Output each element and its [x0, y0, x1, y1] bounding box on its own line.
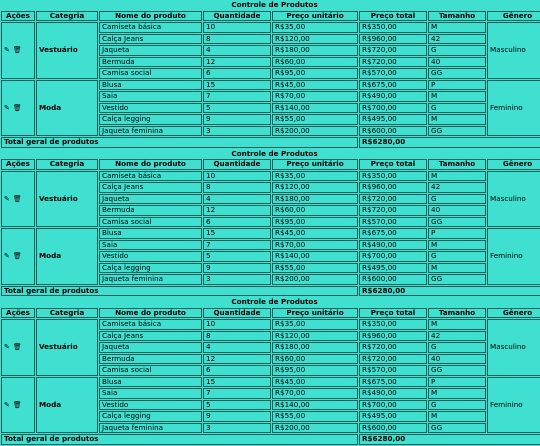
quantity-cell: 9	[203, 411, 271, 422]
total-price-cell: R$490,00	[359, 240, 427, 251]
size-cell: G	[428, 342, 486, 353]
quantity-cell: 8	[203, 182, 271, 193]
size-cell: M	[428, 388, 486, 399]
total-price-cell: R$960,00	[359, 331, 427, 342]
total-value: R$6280,00	[359, 137, 540, 148]
unit-price-cell: R$70,00	[272, 240, 358, 251]
gender-cell: Masculino	[487, 319, 540, 376]
product-name-cell: Jaqueta	[99, 45, 202, 56]
header-row	[1, 159, 540, 170]
total-price-cell: R$350,00	[359, 171, 427, 182]
table-caption: Controle de Produtos	[231, 149, 318, 158]
quantity-cell: 15	[203, 80, 271, 91]
column-header: Ações	[1, 11, 35, 22]
column-header: Preço unitário	[272, 159, 358, 170]
total-price-cell: R$490,00	[359, 388, 427, 399]
unit-price-cell: R$45,00	[272, 80, 358, 91]
column-header: Quantidade	[203, 159, 271, 170]
trash-icon[interactable]: 🗑	[12, 343, 22, 351]
gender-cell: Masculino	[487, 171, 540, 228]
column-header: Quantidade	[203, 308, 271, 319]
column-header: Preço total	[359, 11, 427, 22]
column-header: Gênero	[487, 11, 540, 22]
unit-price-cell: R$45,00	[272, 377, 358, 388]
product-name-cell: Bermuda	[99, 354, 202, 365]
size-cell: M	[428, 114, 486, 125]
unit-price-cell: R$70,00	[272, 388, 358, 399]
total-price-cell: R$600,00	[359, 274, 427, 285]
size-cell: G	[428, 251, 486, 262]
product-name-cell: Camisa social	[99, 217, 202, 228]
product-name-cell: Jaqueta	[99, 194, 202, 205]
total-label: Total geral de produtos	[1, 434, 358, 445]
trash-icon[interactable]: 🗑	[12, 400, 22, 409]
actions-cell	[1, 171, 35, 228]
actions-cell	[1, 319, 35, 376]
unit-price-cell: R$200,00	[272, 423, 358, 434]
total-price-cell: R$960,00	[359, 34, 427, 45]
total-price-cell: R$495,00	[359, 263, 427, 274]
unit-price-cell: R$95,00	[272, 217, 358, 228]
quantity-cell: 5	[203, 400, 271, 411]
total-price-cell: R$490,00	[359, 91, 427, 102]
unit-price-cell: R$200,00	[272, 274, 358, 285]
table-row	[1, 22, 540, 33]
quantity-cell: 15	[203, 228, 271, 239]
table-row	[1, 319, 540, 330]
size-cell: 42	[428, 34, 486, 45]
quantity-cell: 9	[203, 114, 271, 125]
quantity-cell: 4	[203, 342, 271, 353]
quantity-cell: 5	[203, 103, 271, 114]
pencil-icon[interactable]: ✎	[4, 343, 10, 351]
product-name-cell: Vestido	[99, 251, 202, 262]
table-caption: Controle de Produtos	[231, 298, 318, 306]
products-table	[0, 149, 540, 298]
product-name-cell: Vestido	[99, 103, 202, 114]
column-header: Gênero	[487, 159, 540, 170]
column-header: Tamanho	[428, 11, 486, 22]
product-name-cell: Jaqueta feminina	[99, 274, 202, 285]
column-header: Tamanho	[428, 159, 486, 170]
unit-price-cell: R$140,00	[272, 400, 358, 411]
pencil-icon[interactable]: ✎	[4, 194, 10, 203]
unit-price-cell: R$35,00	[272, 319, 358, 330]
column-header: Categria	[36, 11, 98, 22]
total-price-cell: R$675,00	[359, 228, 427, 239]
products-table	[0, 0, 540, 149]
trash-icon[interactable]: 🗑	[12, 252, 22, 260]
product-name-cell: Jaqueta	[99, 342, 202, 353]
gender-cell: Feminino	[487, 80, 540, 137]
size-cell: GG	[428, 365, 486, 376]
table-caption: Controle de Produtos	[231, 1, 318, 9]
total-price-cell: R$720,00	[359, 354, 427, 365]
size-cell: G	[428, 400, 486, 411]
column-header: Categria	[36, 159, 98, 170]
quantity-cell: 4	[203, 194, 271, 205]
quantity-cell: 7	[203, 240, 271, 251]
actions-cell	[1, 80, 35, 137]
total-price-cell: R$570,00	[359, 68, 427, 79]
category-cell: Vestuário	[36, 22, 98, 79]
product-name-cell: Saia	[99, 388, 202, 399]
unit-price-cell: R$55,00	[272, 263, 358, 274]
unit-price-cell: R$180,00	[272, 45, 358, 56]
table-row	[1, 228, 540, 239]
size-cell: G	[428, 45, 486, 56]
unit-price-cell: R$120,00	[272, 331, 358, 342]
product-name-cell: Bermuda	[99, 205, 202, 216]
total-price-cell: R$350,00	[359, 22, 427, 33]
total-price-cell: R$570,00	[359, 217, 427, 228]
total-row	[1, 137, 540, 148]
size-cell: G	[428, 103, 486, 114]
total-price-cell: R$960,00	[359, 182, 427, 193]
total-price-cell: R$495,00	[359, 114, 427, 125]
product-name-cell: Camiseta básica	[99, 22, 202, 33]
category-cell: Vestuário	[36, 319, 98, 376]
total-price-cell: R$700,00	[359, 400, 427, 411]
total-price-cell: R$495,00	[359, 411, 427, 422]
quantity-cell: 8	[203, 34, 271, 45]
size-cell: M	[428, 319, 486, 330]
quantity-cell: 10	[203, 319, 271, 330]
quantity-cell: 15	[203, 377, 271, 388]
total-value: R$6280,00	[359, 434, 540, 445]
unit-price-cell: R$180,00	[272, 342, 358, 353]
product-name-cell: Camiseta básica	[99, 319, 202, 330]
size-cell: M	[428, 411, 486, 422]
unit-price-cell: R$180,00	[272, 194, 358, 205]
total-price-cell: R$350,00	[359, 319, 427, 330]
column-header: Ações	[1, 308, 35, 319]
quantity-cell: 5	[203, 251, 271, 262]
quantity-cell: 3	[203, 423, 271, 434]
unit-price-cell: R$95,00	[272, 365, 358, 376]
product-name-cell: Blusa	[99, 228, 202, 239]
total-price-cell: R$600,00	[359, 423, 427, 434]
size-cell: GG	[428, 68, 486, 79]
size-cell: 40	[428, 354, 486, 365]
product-name-cell: Calça Jeans	[99, 34, 202, 45]
product-name-cell: Calça legging	[99, 263, 202, 274]
header-row	[1, 308, 540, 319]
quantity-cell: 3	[203, 274, 271, 285]
column-header: Preço total	[359, 159, 427, 170]
quantity-cell: 6	[203, 68, 271, 79]
total-price-cell: R$600,00	[359, 126, 427, 137]
pencil-icon[interactable]: ✎	[4, 400, 10, 409]
gender-cell: Masculino	[487, 22, 540, 79]
size-cell: M	[428, 263, 486, 274]
total-value: R$6280,00	[359, 286, 540, 297]
pencil-icon[interactable]: ✎	[4, 252, 10, 260]
unit-price-cell: R$55,00	[272, 114, 358, 125]
product-name-cell: Bermuda	[99, 57, 202, 68]
total-price-cell: R$720,00	[359, 194, 427, 205]
size-cell: GG	[428, 126, 486, 137]
quantity-cell: 6	[203, 365, 271, 376]
actions-cell	[1, 22, 35, 79]
product-name-cell: Blusa	[99, 377, 202, 388]
unit-price-cell: R$45,00	[272, 228, 358, 239]
table-row	[1, 377, 540, 388]
size-cell: P	[428, 377, 486, 388]
quantity-cell: 12	[203, 354, 271, 365]
product-name-cell: Camisa social	[99, 68, 202, 79]
product-name-cell: Calça Jeans	[99, 331, 202, 342]
unit-price-cell: R$60,00	[272, 57, 358, 68]
total-price-cell: R$720,00	[359, 205, 427, 216]
category-cell: Moda	[36, 377, 98, 434]
size-cell: GG	[428, 217, 486, 228]
unit-price-cell: R$140,00	[272, 251, 358, 262]
category-cell: Moda	[36, 80, 98, 137]
product-name-cell: Jaqueta feminina	[99, 126, 202, 137]
category-cell: Vestuário	[36, 171, 98, 228]
column-header: Nome do produto	[99, 308, 202, 319]
product-name-cell: Vestido	[99, 400, 202, 411]
total-price-cell: R$720,00	[359, 342, 427, 353]
product-name-cell: Jaqueta feminina	[99, 423, 202, 434]
size-cell: 40	[428, 205, 486, 216]
column-header: Quantidade	[203, 11, 271, 22]
product-name-cell: Saia	[99, 240, 202, 251]
unit-price-cell: R$35,00	[272, 22, 358, 33]
unit-price-cell: R$35,00	[272, 171, 358, 182]
total-price-cell: R$720,00	[359, 57, 427, 68]
column-header: Preço unitário	[272, 11, 358, 22]
total-price-cell: R$700,00	[359, 251, 427, 262]
total-price-cell: R$720,00	[359, 45, 427, 56]
unit-price-cell: R$55,00	[272, 411, 358, 422]
product-name-cell: Calça legging	[99, 411, 202, 422]
size-cell: GG	[428, 423, 486, 434]
size-cell: M	[428, 240, 486, 251]
unit-price-cell: R$140,00	[272, 103, 358, 114]
column-header: Preço unitário	[272, 308, 358, 319]
product-name-cell: Calça Jeans	[99, 182, 202, 193]
size-cell: 40	[428, 57, 486, 68]
total-price-cell: R$700,00	[359, 103, 427, 114]
total-price-cell: R$675,00	[359, 377, 427, 388]
unit-price-cell: R$120,00	[272, 182, 358, 193]
unit-price-cell: R$200,00	[272, 126, 358, 137]
size-cell: M	[428, 22, 486, 33]
quantity-cell: 8	[203, 331, 271, 342]
quantity-cell: 12	[203, 205, 271, 216]
quantity-cell: 12	[203, 57, 271, 68]
size-cell: P	[428, 80, 486, 91]
product-name-cell: Blusa	[99, 80, 202, 91]
total-price-cell: R$675,00	[359, 80, 427, 91]
trash-icon[interactable]: 🗑	[12, 46, 22, 54]
quantity-cell: 7	[203, 91, 271, 102]
pencil-icon[interactable]: ✎	[4, 103, 10, 112]
size-cell: GG	[428, 274, 486, 285]
unit-price-cell: R$60,00	[272, 354, 358, 365]
table-row	[1, 80, 540, 91]
category-cell: Moda	[36, 228, 98, 285]
column-header: Ações	[1, 159, 35, 170]
column-header: Preço total	[359, 308, 427, 319]
gender-cell: Feminino	[487, 228, 540, 285]
total-price-cell: R$570,00	[359, 365, 427, 376]
quantity-cell: 4	[203, 45, 271, 56]
column-header: Categria	[36, 308, 98, 319]
product-name-cell: Calça legging	[99, 114, 202, 125]
product-name-cell: Camisa social	[99, 365, 202, 376]
size-cell: M	[428, 171, 486, 182]
size-cell: G	[428, 194, 486, 205]
column-header: Nome do produto	[99, 11, 202, 22]
quantity-cell: 10	[203, 171, 271, 182]
unit-price-cell: R$95,00	[272, 68, 358, 79]
size-cell: 42	[428, 331, 486, 342]
quantity-cell: 3	[203, 126, 271, 137]
size-cell: 42	[428, 182, 486, 193]
product-name-cell: Camiseta básica	[99, 171, 202, 182]
quantity-cell: 7	[203, 388, 271, 399]
size-cell: P	[428, 228, 486, 239]
unit-price-cell: R$70,00	[272, 91, 358, 102]
table-row	[1, 171, 540, 182]
unit-price-cell: R$120,00	[272, 34, 358, 45]
products-table	[0, 297, 540, 446]
quantity-cell: 6	[203, 217, 271, 228]
total-row	[1, 286, 540, 297]
gender-cell: Feminino	[487, 377, 540, 434]
column-header: Nome do produto	[99, 159, 202, 170]
quantity-cell: 10	[203, 22, 271, 33]
column-header: Gênero	[487, 308, 540, 319]
trash-icon[interactable]: 🗑	[12, 103, 22, 112]
total-row	[1, 434, 540, 445]
product-name-cell: Saia	[99, 91, 202, 102]
unit-price-cell: R$60,00	[272, 205, 358, 216]
total-label: Total geral de produtos	[1, 137, 358, 148]
quantity-cell: 9	[203, 263, 271, 274]
actions-cell	[1, 228, 35, 285]
trash-icon[interactable]: 🗑	[12, 194, 22, 203]
pencil-icon[interactable]: ✎	[4, 46, 10, 54]
total-label: Total geral de produtos	[1, 286, 358, 297]
column-header: Tamanho	[428, 308, 486, 319]
header-row	[1, 11, 540, 22]
size-cell: M	[428, 91, 486, 102]
